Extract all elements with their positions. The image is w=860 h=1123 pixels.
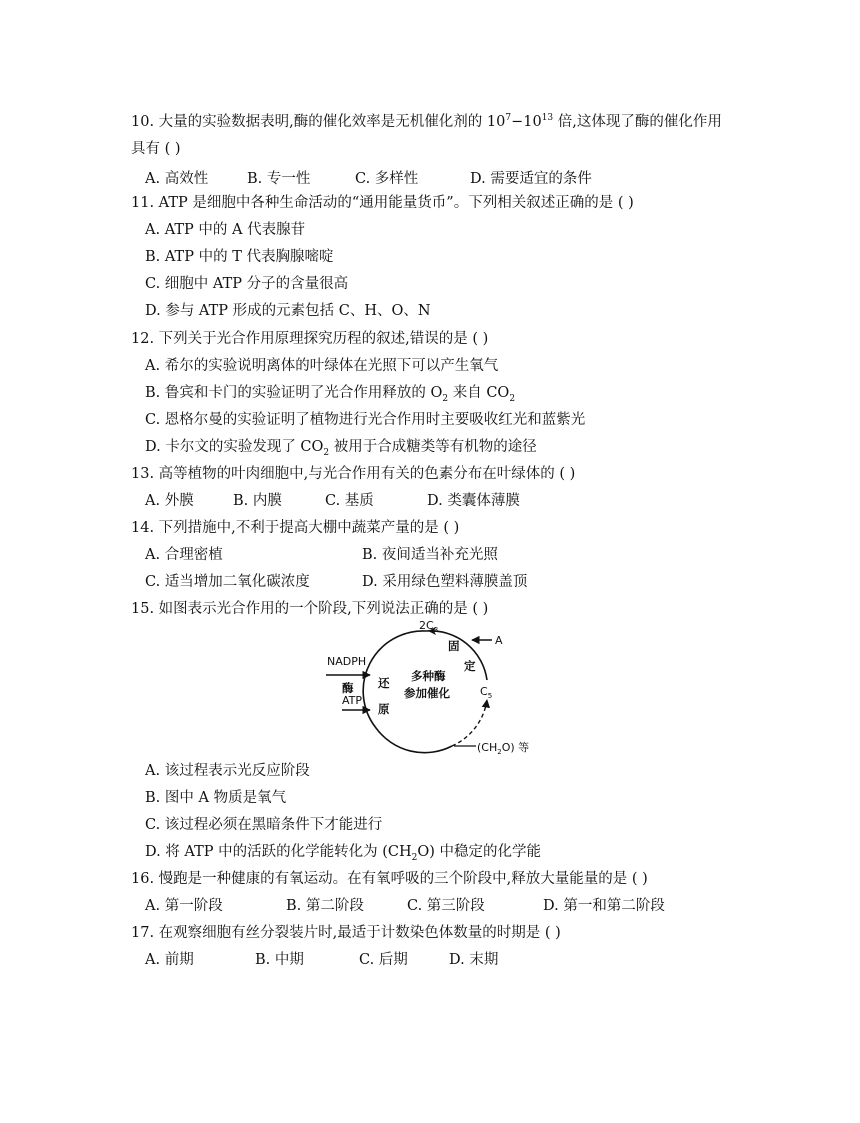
q12-option-d[interactable] — [145, 438, 537, 456]
q14-option-a[interactable]: A. 合理密植 — [145, 547, 223, 563]
q13-option-a[interactable]: A. 外膜 — [145, 493, 194, 509]
q11-option-c[interactable]: C. 细胞中 ATP 分子的含量很高 — [145, 276, 349, 292]
q13-option-c[interactable]: C. 基质 — [325, 493, 374, 509]
q12-b-sub2: 2 — [509, 393, 516, 404]
q10-option-c[interactable]: C. 多样性 — [355, 171, 419, 187]
label-fix-1: 固 — [448, 639, 460, 653]
question-15-stem: 15. 如图表示光合作用的一个阶段,下列说法正确的是 ( ) — [131, 601, 489, 617]
q12-d-sub: 2 — [323, 447, 330, 458]
q10-dash: −10 — [511, 114, 542, 130]
question-17-stem: 17. 在观察细胞有丝分裂装片时,最适于计数染色体数量的时期是 ( ) — [131, 925, 561, 941]
label-fix-2: 定 — [464, 659, 476, 673]
q12-d-text-a: D. 卡尔文的实验发现了 CO — [145, 439, 324, 455]
cycle-arc-dashed — [452, 700, 487, 746]
label-center-1: 多种酶 — [411, 669, 446, 683]
q10-text-a: 10. 大量的实验数据表明,酶的催化效率是无机催化剂的 10 — [131, 114, 506, 130]
q15-d-text-b: O) 中稳定的化学能 — [417, 844, 542, 860]
label-reduce-1: 还 — [378, 676, 390, 690]
q12-b-text-a: B. 鲁宾和卡门的实验证明了光合作用释放的 O — [145, 385, 443, 401]
q10-option-d[interactable]: D. 需要适宜的条件 — [470, 171, 592, 187]
question-12-stem: 12. 下列关于光合作用原理探究历程的叙述,错误的是 ( ) — [131, 331, 489, 347]
q10-option-a[interactable]: A. 高效性 — [145, 171, 209, 187]
label-enzyme: 酶 — [342, 681, 354, 695]
label-atp: ATP — [342, 694, 363, 707]
q13-option-d[interactable]: D. 类囊体薄膜 — [427, 493, 520, 509]
q14-option-d[interactable]: D. 采用绿色塑料薄膜盖顶 — [362, 574, 528, 590]
label-center-2: 参加催化 — [404, 686, 450, 700]
calvin-cycle-diagram — [324, 618, 544, 758]
q12-b-sub1: 2 — [442, 393, 449, 404]
label-product: $(CH_2O)$ 等 — [477, 741, 530, 756]
q10-exp1: 7 — [505, 113, 512, 124]
label-reduce-2: 原 — [378, 702, 390, 716]
q12-option-b[interactable] — [145, 384, 515, 402]
q14-option-b[interactable]: B. 夜间适当补充光照 — [362, 547, 498, 563]
q15-d-sub: 2 — [411, 852, 418, 863]
q12-b-text-b: 来自 CO — [448, 385, 510, 401]
q11-option-b[interactable]: B. ATP 中的 T 代表胸腺嘧啶 — [145, 249, 334, 265]
q17-option-b[interactable]: B. 中期 — [255, 952, 304, 968]
q13-option-b[interactable]: B. 内膜 — [233, 493, 282, 509]
q15-option-a[interactable]: A. 该过程表示光反应阶段 — [145, 763, 310, 779]
question-10-stem-line1 — [131, 113, 722, 131]
q10-text-b: 倍,这体现了酶的催化作用 — [553, 114, 722, 130]
q16-option-a[interactable]: A. 第一阶段 — [145, 898, 223, 914]
q10-exp2: 13 — [541, 113, 554, 124]
q15-option-c[interactable]: C. 该过程必须在黑暗条件下才能进行 — [145, 817, 383, 833]
q15-d-text-a: D. 将 ATP 中的活跃的化学能转化为 (CH — [145, 844, 412, 860]
q16-option-c[interactable]: C. 第三阶段 — [407, 898, 485, 914]
q17-option-a[interactable]: A. 前期 — [145, 952, 194, 968]
question-16-stem: 16. 慢跑是一种健康的有氧运动。在有氧呼吸的三个阶段中,释放大量能量的是 ( ) — [131, 871, 648, 887]
q15-option-d[interactable] — [145, 843, 541, 861]
q12-option-c[interactable]: C. 恩格尔曼的实验证明了植物进行光合作用时主要吸收红光和蓝紫光 — [145, 412, 586, 428]
label-c5: $C_5$ — [480, 685, 493, 700]
q14-option-c[interactable]: C. 适当增加二氧化碳浓度 — [145, 574, 310, 590]
q11-option-d[interactable]: D. 参与 ATP 形成的元素包括 C、H、O、N — [145, 303, 431, 319]
question-10-stem-line2: 具有 ( ) — [131, 141, 181, 157]
q11-option-a[interactable]: A. ATP 中的 A 代表腺苷 — [145, 222, 306, 238]
q10-option-b[interactable]: B. 专一性 — [247, 171, 311, 187]
q16-option-b[interactable]: B. 第二阶段 — [286, 898, 364, 914]
q12-d-text-b: 被用于合成糖类等有机物的途径 — [329, 439, 537, 455]
q17-option-d[interactable]: D. 末期 — [449, 952, 499, 968]
label-2c3: $2C_3$ — [419, 619, 439, 634]
q12-option-a[interactable]: A. 希尔的实验说明离体的叶绿体在光照下可以产生氧气 — [145, 358, 499, 374]
label-nadph: NADPH — [327, 655, 367, 668]
label-a: A — [495, 634, 503, 647]
question-14-stem: 14. 下列措施中,不利于提高大棚中蔬菜产量的是 ( ) — [131, 520, 460, 536]
q17-option-c[interactable]: C. 后期 — [359, 952, 408, 968]
question-11-stem: 11. ATP 是细胞中各种生命活动的“通用能量货币”。下列相关叙述正确的是 ( ) — [131, 195, 634, 211]
q15-option-b[interactable]: B. 图中 A 物质是氧气 — [145, 790, 287, 806]
question-13-stem: 13. 高等植物的叶肉细胞中,与光合作用有关的色素分布在叶绿体的 ( ) — [131, 466, 576, 482]
q16-option-d[interactable]: D. 第一和第二阶段 — [543, 898, 665, 914]
